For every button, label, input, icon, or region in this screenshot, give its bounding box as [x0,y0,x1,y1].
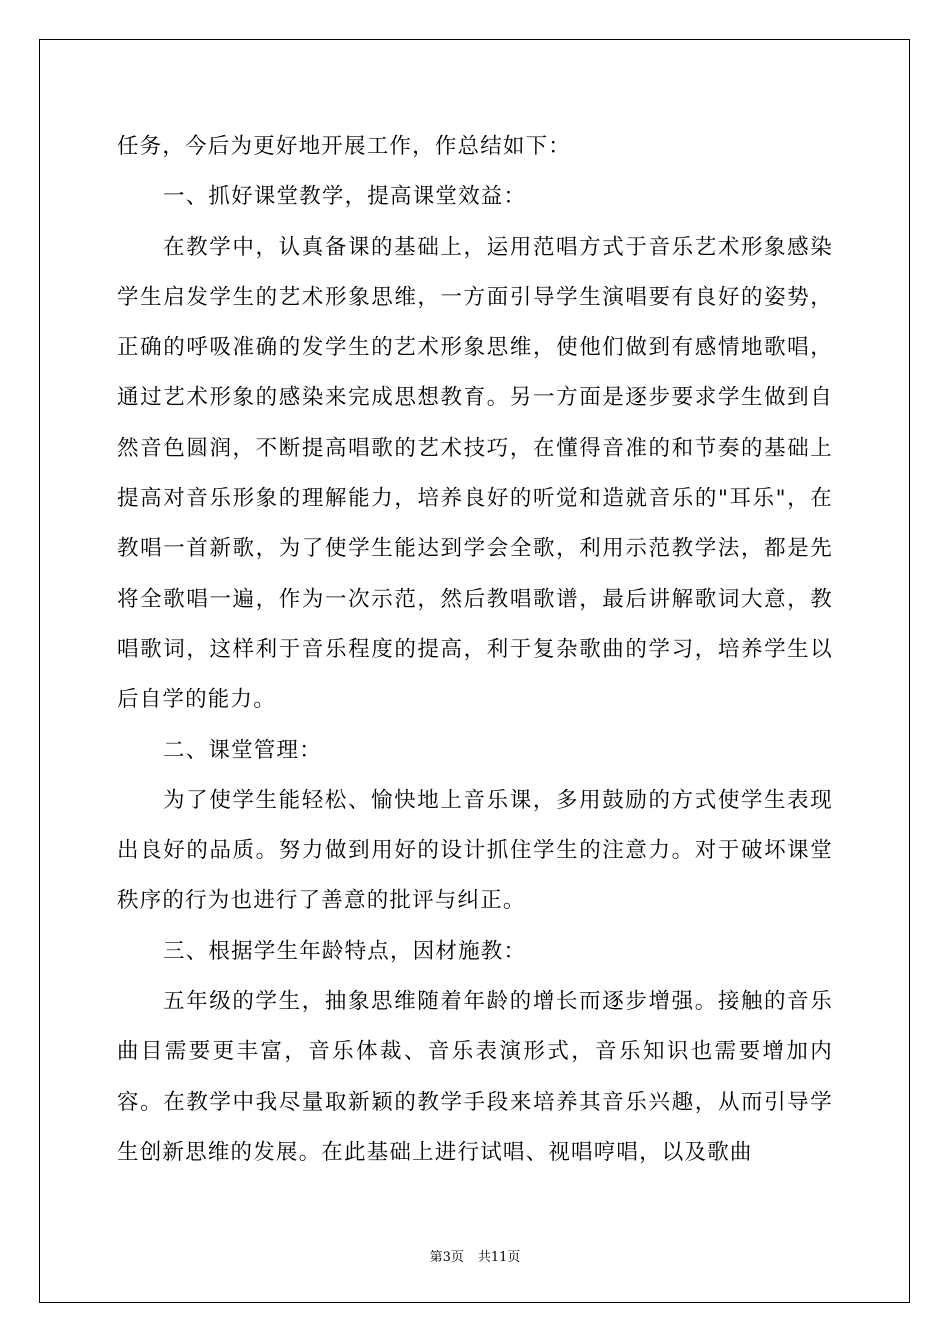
paragraph-continuation: 任务，今后为更好地开展工作，作总结如下： [117,134,572,159]
page-footer [0,1250,950,1266]
section-heading-3: 三、根据学生年龄特点，因材施教： [163,938,527,964]
paragraph-teaching: 在教学中，认真备课的基础上，运用范唱方式于音乐艺术形象感染学生启发学生的艺术形象思维，一方面引导学生演唱要有良好的姿势，正确的呼吸准确的发学生的艺术形象思维，使他们做到有感情地歌唱，通过艺术形象的感染来完成思想教育。另一方面是逐步要求学生做到自然音色圆润，不断提高唱歌的艺术技巧，在懂得音准的和节奏的基础上提高对音乐形象的理解能力，培养良好的听觉和造就音乐的"耳乐"，在教唱一首新歌，为了使学生能达到学会全歌，利用示范教学法，都是先将全歌唱一遍，作为一次示范，然后教唱歌谱，最后讲解歌词大意，教唱歌词，这样利于音乐程度的提高，利于复杂歌曲的学习，培养学生以后自学的能力。 [117,234,833,713]
page-total: 共11页 [477,1250,521,1265]
page-number: 第3页 [429,1250,464,1265]
section-heading-1: 一、抓好课堂教学，提高课堂效益： [163,184,527,210]
section-heading-2: 二、课堂管理： [163,737,322,763]
paragraph-classroom-management: 为了使学生能轻松、愉快地上音乐课，多用鼓励的方式使学生表现出良好的品质。努力做到用好的设计抓住学生的注意力。对于破坏课堂秩序的行为也进行了善意的批评与纠正。 [117,787,833,914]
paragraph-age-characteristics: 五年级的学生，抽象思维随着年龄的增长而逐步增强。接触的音乐曲目需要更丰富，音乐体裁、音乐表演形式，音乐知识也需要增加内容。在教学中我尽量取新颖的教学手段来培养其音乐兴趣，从而引导学生创新思维的发展。在此基础上进行试唱、视唱哼唱，以及歌曲 [117,989,833,1165]
document-body [117,122,833,1178]
